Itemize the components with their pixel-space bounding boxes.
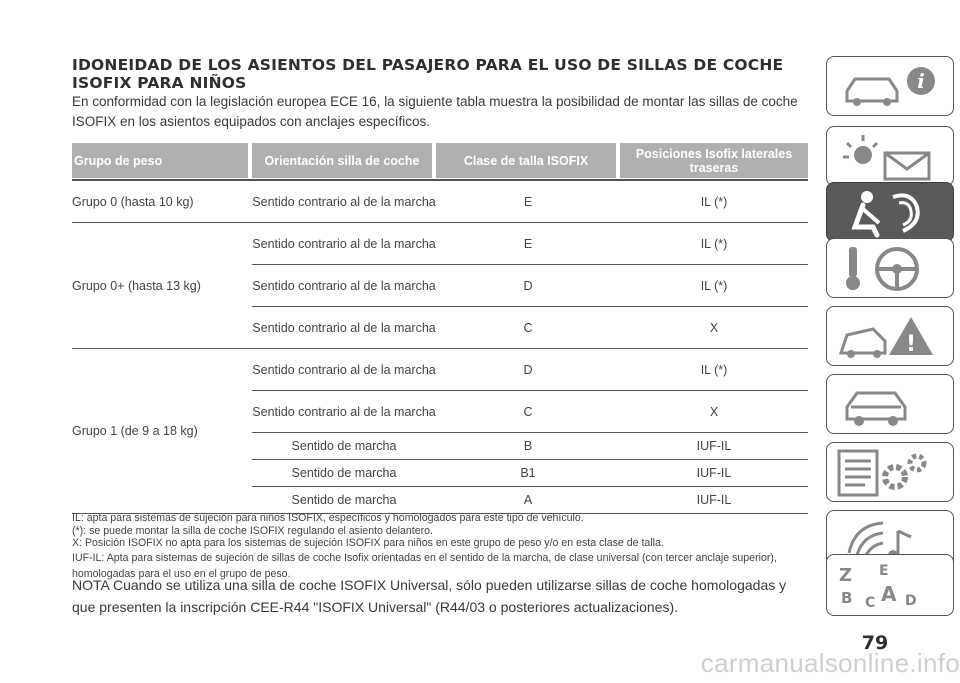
orientation-cell: Sentido contrario al de la marcha (252, 236, 436, 251)
watermark: carmanualsonline.info (700, 648, 960, 678)
tab-index[interactable] (826, 554, 954, 616)
header-rear-positions: Posiciones Isofix laterales traseras (620, 143, 808, 178)
svg-text:!: ! (905, 332, 917, 357)
position-cell: IL (*) (700, 362, 728, 377)
nota-paragraph: NOTA Cuando se utiliza una silla de coche ISOFIX Universal, sólo pueden utilizarse sillas de coche homologadas y que presenten la inscripción CEE-R44 "ISOFIX Universal" (R44/03 o posteriores actualizaciones). (72, 577, 787, 615)
table-row (252, 223, 808, 264)
group-name: Grupo 0 (hasta 10 kg) (72, 194, 194, 209)
table-row (252, 306, 808, 348)
intro-paragraph: En conformidad con la legislación europea ECE 16, la siguiente tabla muestra la posibilidad de montar las sillas de coche ISOFIX en los asientos equipados con anclajes específicos. (72, 94, 798, 129)
svg-text:i: i (917, 69, 925, 93)
group-name: Grupo 1 (de 9 a 18 kg) (72, 424, 198, 438)
orientation-cell: Sentido contrario al de la marcha (252, 404, 436, 419)
orientation-cell: Sentido de marcha (291, 439, 397, 453)
class-cell: D (523, 362, 533, 377)
position-cell: IL (*) (700, 194, 728, 209)
header-size-class: Clase de talla ISOFIX (436, 143, 616, 178)
position-cell: IUF-IL (696, 493, 732, 507)
group-0 (72, 181, 808, 223)
header-weight-group: Grupo de peso (72, 143, 248, 178)
class-cell: E (523, 236, 533, 251)
group-1 (72, 349, 808, 514)
footnotes (72, 512, 812, 582)
car-service-icon (833, 379, 943, 431)
isofix-table (72, 143, 808, 514)
car-info-icon (833, 61, 943, 113)
svg-text:A: A (881, 582, 897, 606)
header-orientation: Orientación silla de coche (252, 143, 432, 178)
svg-text:D: D (905, 593, 917, 609)
footnote-il: IL: apta para sistemas de sujeción para niños ISOFIX, específicos y homologados para este tipo de vehículo. (72, 512, 584, 524)
position-cell: X (709, 404, 719, 419)
class-cell: E (523, 194, 533, 209)
orientation-cell: Sentido de marcha (291, 466, 397, 480)
footnote-x: X: Posición ISOFIX no apta para los sistemas de sujeción ISOFIX para niños en este grupo de peso y/o en esta clase de talla. (72, 537, 664, 549)
group-name: Grupo 0+ (hasta 13 kg) (72, 278, 201, 293)
tab-maintenance[interactable] (826, 374, 954, 434)
orientation-cell: Sentido contrario al de la marcha (252, 278, 436, 293)
section-title: IDONEIDAD DE LOS ASIENTOS DEL PASAJERO PARA EL USO DE SILLAS DE COCHE ISOFIX PARA NIÑOS (72, 56, 784, 92)
tab-safety[interactable] (826, 182, 954, 242)
table-row (252, 264, 808, 306)
position-cell: IL (*) (700, 236, 728, 251)
position-cell: IUF-IL (696, 466, 732, 480)
tab-car-info[interactable] (826, 56, 954, 116)
tab-technical-data[interactable] (826, 442, 954, 502)
tab-warning-lights[interactable] (826, 126, 954, 186)
class-cell: C (523, 404, 533, 419)
table-row (252, 459, 808, 486)
class-cell: D (523, 278, 533, 293)
page-number: 79 (861, 632, 889, 654)
tab-starting-driving[interactable] (826, 238, 954, 298)
seat-airbag-icon (833, 187, 943, 239)
technical-data-gears-icon (833, 447, 943, 499)
tab-emergency[interactable] (826, 306, 954, 366)
position-cell: X (709, 320, 719, 335)
position-cell: IUF-IL (696, 439, 732, 453)
footnote-iuf-il: IUF-IL: Apta para sistemas de sujeción de sillas de coche Isofix orientadas en el sentido de la marcha, de clase universal (con tercer anclaje superior), homologadas para el uso en el grupo de peso. (72, 551, 777, 580)
position-cell: IL (*) (700, 278, 728, 293)
footnote-asterisk: (*): se puede montar la silla de coche ISOFIX regulando el asiento delantero. (72, 524, 433, 537)
index-alphabet-icon (833, 559, 943, 611)
orientation-cell: Sentido contrario al de la marcha (252, 194, 436, 209)
table-row (252, 349, 808, 390)
table-header (72, 143, 808, 178)
class-cell: B (523, 439, 533, 453)
table-row (252, 390, 808, 432)
class-cell: C (523, 320, 533, 335)
class-cell: B1 (520, 466, 536, 480)
table-row (252, 432, 808, 459)
orientation-cell: Sentido contrario al de la marcha (252, 320, 436, 335)
key-steering-wheel-icon (833, 243, 943, 295)
table-row (252, 181, 808, 222)
group-0-plus (72, 223, 808, 349)
car-emergency-icon (833, 311, 943, 363)
svg-text:B: B (841, 589, 853, 607)
orientation-cell: Sentido de marcha (291, 493, 397, 507)
warning-light-message-icon (833, 131, 943, 183)
svg-text:Z: Z (839, 565, 853, 586)
class-cell: A (523, 493, 533, 507)
orientation-cell: Sentido contrario al de la marcha (252, 362, 436, 377)
svg-text:C: C (865, 595, 876, 611)
svg-text:E: E (879, 563, 889, 579)
table-row (252, 486, 808, 513)
